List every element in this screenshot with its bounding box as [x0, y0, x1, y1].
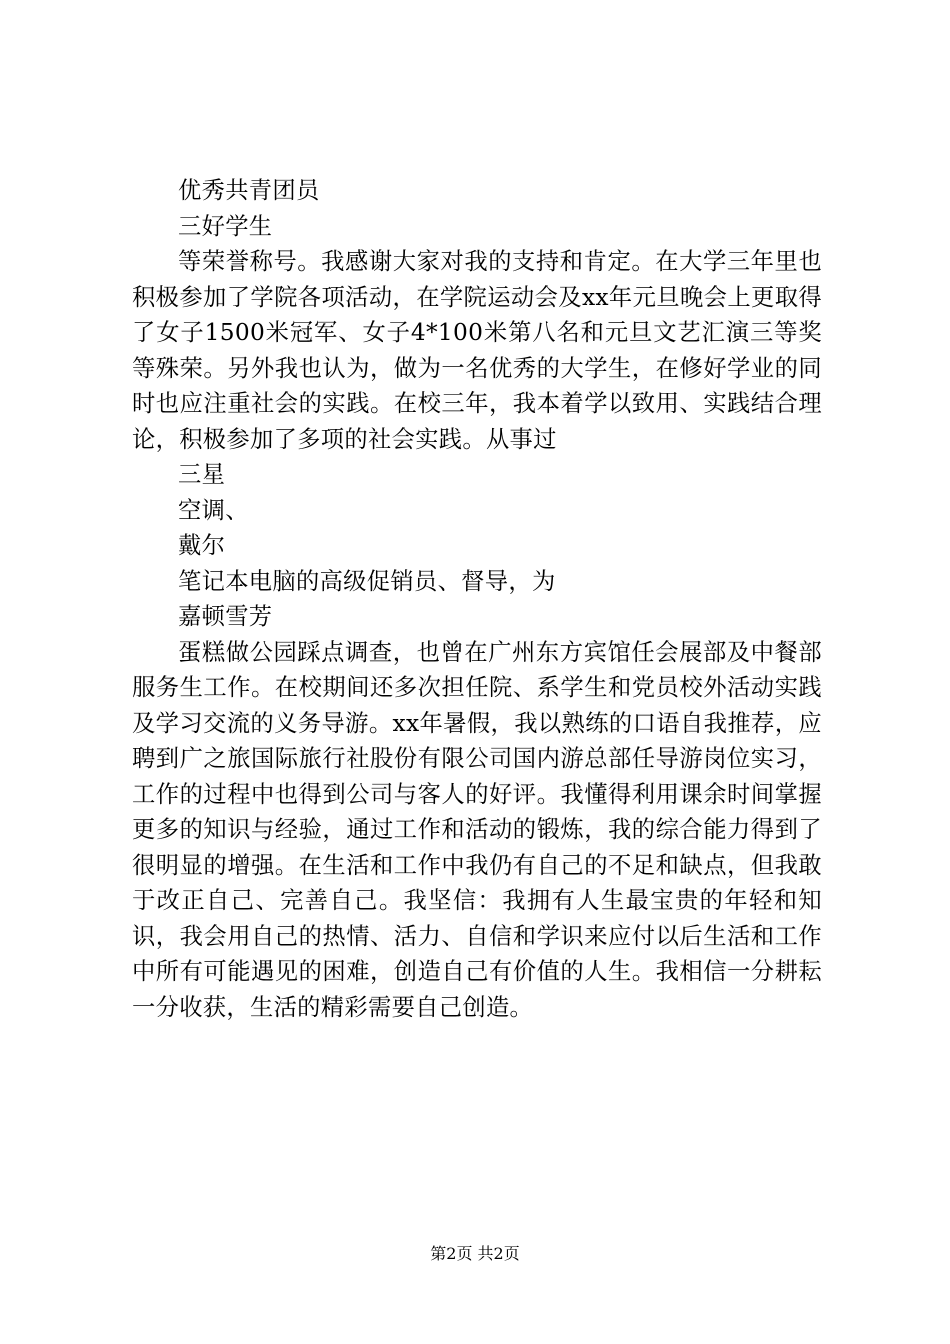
paragraph-5: 空调、: [178, 496, 249, 524]
paragraph-3: 等荣誉称号。我感谢大家对我的支持和肯定。在大学三年里也积极参加了学院各项活动，在学院运动会及xx年元旦晚会上更取得了女子1500米冠军、女子4*100米第八名和元旦文艺汇演三等奖等殊荣。另外我也认为，做为一名优秀的大学生，在修好学业的同时也应注重社会的实践。在校三年，我本着学以致用、实践结合理论，积极参加了多项的社会实践。从事过: [132, 248, 822, 453]
page-footer: [0, 1244, 950, 1264]
paragraph-2: 三好学生: [178, 212, 273, 240]
paragraph-4: 三星: [178, 461, 226, 488]
paragraph-1: 优秀共青团员: [178, 177, 320, 204]
paragraph-9: 蛋糕做公园踩点调查，也曾在广州东方宾馆任会展部及中餐部服务生工作。在校期间还多次担任院、系学生和党员校外活动实践及学习交流的义务导游。xx年暑假，我以熟练的口语自我推荐，应聘到广之旅国际旅行社股份有限公司国内游总部任导游岗位实习，工作的过程中也得到公司与客人的好评。我懂得利用课余时间掌握更多的知识与经验，通过工作和活动的锻炼，我的综合能力得到了很明显的增强。在生活和工作中我仍有自己的不足和缺点，但我敢于改正自己、完善自己。我坚信：我拥有人生最宝贵的年轻和知识，我会用自己的热情、活力、自信和学识来应付以后生活和工作中所有可能遇见的困难，创造自己有价值的人生。我相信一分耕耘一分收获，生活的精彩需要自己创造。: [132, 638, 822, 1021]
paragraph-7: 笔记本电脑的高级促销员、督导，为: [178, 567, 556, 595]
paragraph-8: 嘉顿雪芳: [178, 603, 273, 630]
page-number-label: 第2页 共2页: [430, 1244, 520, 1263]
paragraph-6: 戴尔: [178, 532, 226, 559]
document-body: [132, 173, 822, 1025]
